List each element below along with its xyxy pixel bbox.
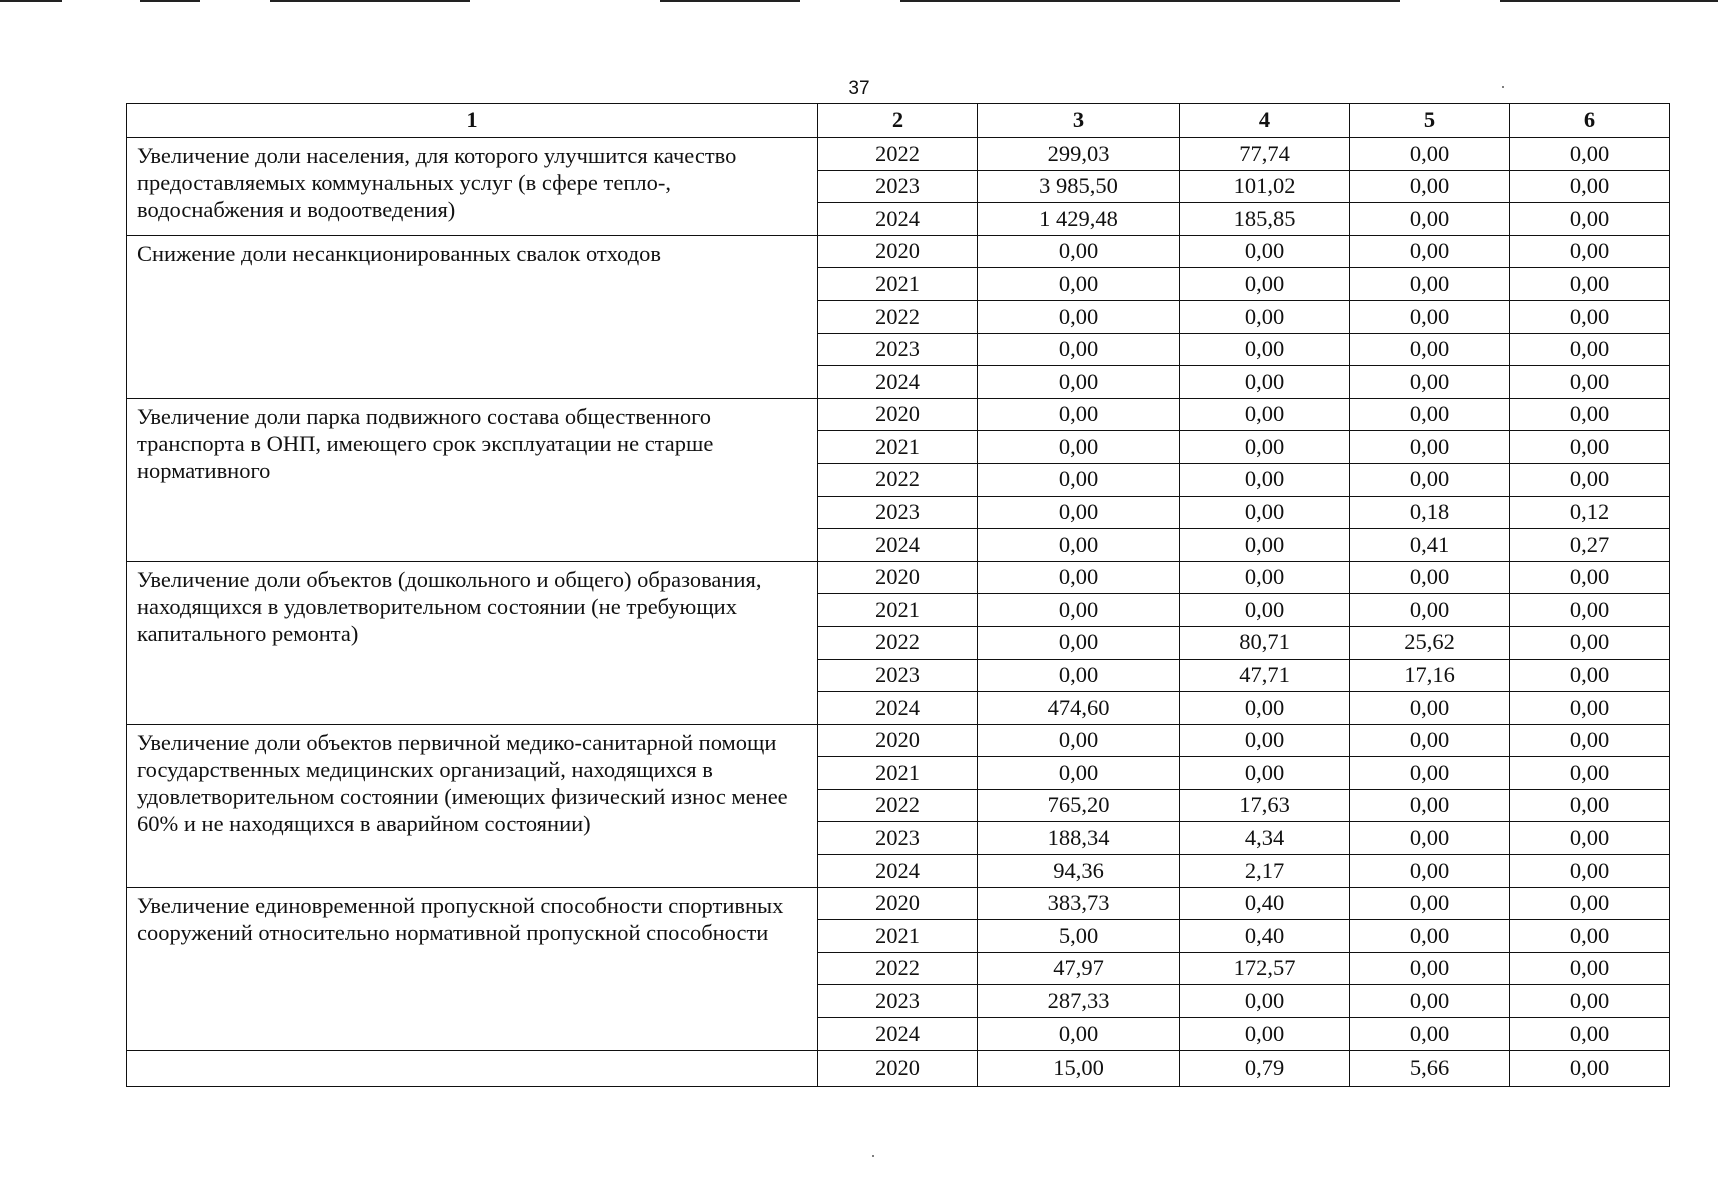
value-cell: 0,00 — [1180, 985, 1350, 1018]
value-cell: 94,36 — [978, 855, 1180, 888]
value-cell: 0,00 — [978, 1018, 1180, 1051]
value-cell: 0,00 — [1180, 431, 1350, 464]
value-cell: 0,79 — [1180, 1050, 1350, 1087]
year-cell: 2024 — [818, 366, 978, 399]
year-cell: 2021 — [818, 920, 978, 953]
value-cell: 0,00 — [1510, 300, 1670, 333]
value-cell: 0,12 — [1510, 496, 1670, 529]
value-cell: 2,17 — [1180, 855, 1350, 888]
year-cell: 2020 — [818, 887, 978, 920]
value-cell: 0,00 — [978, 724, 1180, 757]
value-cell: 474,60 — [978, 692, 1180, 725]
value-cell: 0,18 — [1350, 496, 1510, 529]
value-cell: 0,00 — [1350, 594, 1510, 627]
year-cell: 2022 — [818, 463, 978, 496]
year-cell: 2024 — [818, 855, 978, 888]
value-cell: 0,00 — [1350, 463, 1510, 496]
value-cell: 0,00 — [978, 431, 1180, 464]
table-row — [127, 1050, 1670, 1087]
value-cell: 0,00 — [1510, 138, 1670, 171]
value-cell: 172,57 — [1180, 952, 1350, 985]
value-cell: 0,00 — [978, 561, 1180, 594]
value-cell: 0,00 — [1180, 561, 1350, 594]
year-cell: 2021 — [818, 594, 978, 627]
value-cell: 0,00 — [1180, 529, 1350, 562]
data-table — [126, 103, 1670, 1087]
table-row — [127, 398, 1670, 431]
value-cell: 0,00 — [1350, 398, 1510, 431]
value-cell: 0,00 — [1350, 789, 1510, 822]
value-cell: 383,73 — [978, 887, 1180, 920]
value-cell: 0,00 — [978, 463, 1180, 496]
indicator-description: Увеличение доли объектов первичной медико-санитарной помощи государственных медицинских организаций, находящихся в удовлетворительном состоянии (имеющих физический износ менее 60% и не находящихся в аварийном состоянии) — [127, 724, 818, 887]
value-cell: 0,00 — [1510, 659, 1670, 692]
indicator-description — [127, 1050, 818, 1087]
page-number: 37 — [848, 78, 870, 99]
value-cell: 25,62 — [1350, 626, 1510, 659]
value-cell: 1 429,48 — [978, 203, 1180, 236]
indicator-description: Увеличение доли парка подвижного состава общественного транспорта в ОНП, имеющего срок эксплуатации не старше нормативного — [127, 398, 818, 561]
value-cell: 0,27 — [1510, 529, 1670, 562]
value-cell: 0,00 — [1510, 170, 1670, 203]
indicator-description: Увеличение доли населения, для которого улучшится качество предоставляемых коммунальных услуг (в сфере тепло-, водоснабжения и водоотведения) — [127, 138, 818, 236]
value-cell: 0,00 — [1350, 692, 1510, 725]
year-cell: 2024 — [818, 692, 978, 725]
value-cell: 0,00 — [1180, 594, 1350, 627]
header-cell: 1 — [127, 104, 818, 138]
year-cell: 2020 — [818, 235, 978, 268]
value-cell: 0,00 — [978, 366, 1180, 399]
value-cell: 0,00 — [1510, 366, 1670, 399]
value-cell: 0,00 — [1510, 822, 1670, 855]
scan-edge-line — [0, 0, 62, 2]
table-row — [127, 887, 1670, 920]
year-cell: 2020 — [818, 1050, 978, 1087]
indicator-description: Увеличение доли объектов (дошкольного и общего) образования, находящихся в удовлетворительном состоянии (не требующих капитального ремонта) — [127, 561, 818, 724]
value-cell: 0,00 — [1350, 724, 1510, 757]
value-cell: 0,00 — [1350, 268, 1510, 301]
year-cell: 2020 — [818, 561, 978, 594]
indicator-description: Снижение доли несанкционированных свалок отходов — [127, 235, 818, 398]
table-row — [127, 724, 1670, 757]
value-cell: 0,00 — [1510, 235, 1670, 268]
indicator-description: Увеличение единовременной пропускной способности спортивных сооружений относительно нормативной пропускной способности — [127, 887, 818, 1050]
value-cell: 17,63 — [1180, 789, 1350, 822]
table-row — [127, 138, 1670, 171]
value-cell: 5,00 — [978, 920, 1180, 953]
value-cell: 0,00 — [1350, 985, 1510, 1018]
value-cell: 0,00 — [978, 626, 1180, 659]
header-cell: 6 — [1510, 104, 1670, 138]
value-cell: 0,00 — [1350, 952, 1510, 985]
value-cell: 0,00 — [1350, 235, 1510, 268]
value-cell: 0,00 — [1510, 594, 1670, 627]
value-cell: 0,00 — [1180, 496, 1350, 529]
value-cell: 0,00 — [1510, 952, 1670, 985]
year-cell: 2020 — [818, 398, 978, 431]
scan-edge-line — [660, 0, 800, 2]
value-cell: 0,00 — [1180, 300, 1350, 333]
value-cell: 0,00 — [1180, 366, 1350, 399]
year-cell: 2023 — [818, 822, 978, 855]
value-cell: 0,00 — [1180, 268, 1350, 301]
year-cell: 2023 — [818, 333, 978, 366]
year-cell: 2022 — [818, 789, 978, 822]
value-cell: 5,66 — [1350, 1050, 1510, 1087]
value-cell: 0,00 — [1350, 170, 1510, 203]
value-cell: 0,00 — [1180, 692, 1350, 725]
value-cell: 0,00 — [1510, 1050, 1670, 1087]
year-cell: 2023 — [818, 985, 978, 1018]
value-cell: 0,00 — [1180, 724, 1350, 757]
value-cell: 0,00 — [1350, 431, 1510, 464]
header-cell: 3 — [978, 104, 1180, 138]
value-cell: 0,00 — [1350, 300, 1510, 333]
value-cell: 0,00 — [978, 529, 1180, 562]
scan-edge-line — [270, 0, 470, 2]
year-cell: 2021 — [818, 268, 978, 301]
value-cell: 0,00 — [1510, 789, 1670, 822]
year-cell: 2024 — [818, 203, 978, 236]
table-row — [127, 561, 1670, 594]
year-cell: 2022 — [818, 138, 978, 171]
year-cell: 2024 — [818, 1018, 978, 1051]
value-cell: 77,74 — [1180, 138, 1350, 171]
value-cell: 15,00 — [978, 1050, 1180, 1087]
value-cell: 0,00 — [1510, 985, 1670, 1018]
value-cell: 0,00 — [1180, 1018, 1350, 1051]
year-cell: 2023 — [818, 659, 978, 692]
value-cell: 0,00 — [1510, 855, 1670, 888]
value-cell: 0,00 — [978, 659, 1180, 692]
year-cell: 2021 — [818, 757, 978, 790]
value-cell: 0,00 — [1510, 203, 1670, 236]
value-cell: 47,97 — [978, 952, 1180, 985]
value-cell: 0,00 — [1510, 626, 1670, 659]
value-cell: 0,00 — [1510, 333, 1670, 366]
year-cell: 2023 — [818, 496, 978, 529]
value-cell: 0,00 — [1510, 692, 1670, 725]
value-cell: 0,00 — [978, 268, 1180, 301]
value-cell: 0,00 — [978, 594, 1180, 627]
value-cell: 0,00 — [1180, 757, 1350, 790]
header-cell: 5 — [1350, 104, 1510, 138]
year-cell: 2024 — [818, 529, 978, 562]
value-cell: 0,00 — [1350, 822, 1510, 855]
value-cell: 0,00 — [978, 496, 1180, 529]
table-row — [127, 235, 1670, 268]
value-cell: 0,00 — [1350, 366, 1510, 399]
value-cell: 765,20 — [978, 789, 1180, 822]
value-cell: 0,40 — [1180, 920, 1350, 953]
value-cell: 0,00 — [1350, 138, 1510, 171]
scan-edge-line — [1500, 0, 1718, 2]
value-cell: 0,00 — [1510, 268, 1670, 301]
value-cell: 0,00 — [1180, 235, 1350, 268]
table-header-row — [127, 104, 1670, 138]
table-body — [127, 104, 1670, 1087]
value-cell: 0,41 — [1350, 529, 1510, 562]
year-cell: 2022 — [818, 952, 978, 985]
value-cell: 0,00 — [978, 333, 1180, 366]
value-cell: 0,00 — [1510, 724, 1670, 757]
header-cell: 2 — [818, 104, 978, 138]
value-cell: 0,00 — [1180, 463, 1350, 496]
value-cell: 0,00 — [1350, 920, 1510, 953]
value-cell: 287,33 — [978, 985, 1180, 1018]
value-cell: 0,00 — [1350, 855, 1510, 888]
value-cell: 0,40 — [1180, 887, 1350, 920]
value-cell: 0,00 — [978, 757, 1180, 790]
value-cell: 0,00 — [1510, 757, 1670, 790]
value-cell: 0,00 — [1350, 887, 1510, 920]
value-cell: 0,00 — [1510, 1018, 1670, 1051]
value-cell: 0,00 — [1180, 398, 1350, 431]
value-cell: 299,03 — [978, 138, 1180, 171]
value-cell: 101,02 — [1180, 170, 1350, 203]
value-cell: 3 985,50 — [978, 170, 1180, 203]
value-cell: 47,71 — [1180, 659, 1350, 692]
scan-speck — [872, 1155, 874, 1157]
value-cell: 0,00 — [1350, 203, 1510, 236]
header-cell: 4 — [1180, 104, 1350, 138]
value-cell: 185,85 — [1180, 203, 1350, 236]
value-cell: 0,00 — [978, 300, 1180, 333]
value-cell: 0,00 — [1510, 398, 1670, 431]
value-cell: 0,00 — [1350, 333, 1510, 366]
year-cell: 2023 — [818, 170, 978, 203]
value-cell: 0,00 — [1350, 757, 1510, 790]
value-cell: 0,00 — [1510, 561, 1670, 594]
year-cell: 2020 — [818, 724, 978, 757]
year-cell: 2022 — [818, 300, 978, 333]
value-cell: 0,00 — [1510, 887, 1670, 920]
value-cell: 0,00 — [1350, 1018, 1510, 1051]
scan-edge-line — [900, 0, 1400, 2]
year-cell: 2022 — [818, 626, 978, 659]
value-cell: 0,00 — [1180, 333, 1350, 366]
value-cell: 80,71 — [1180, 626, 1350, 659]
value-cell: 17,16 — [1350, 659, 1510, 692]
value-cell: 4,34 — [1180, 822, 1350, 855]
value-cell: 0,00 — [1350, 561, 1510, 594]
value-cell: 0,00 — [978, 235, 1180, 268]
value-cell: 0,00 — [978, 398, 1180, 431]
value-cell: 0,00 — [1510, 920, 1670, 953]
value-cell: 188,34 — [978, 822, 1180, 855]
year-cell: 2021 — [818, 431, 978, 464]
value-cell: 0,00 — [1510, 463, 1670, 496]
value-cell: 0,00 — [1510, 431, 1670, 464]
scan-edge-line — [140, 0, 200, 2]
